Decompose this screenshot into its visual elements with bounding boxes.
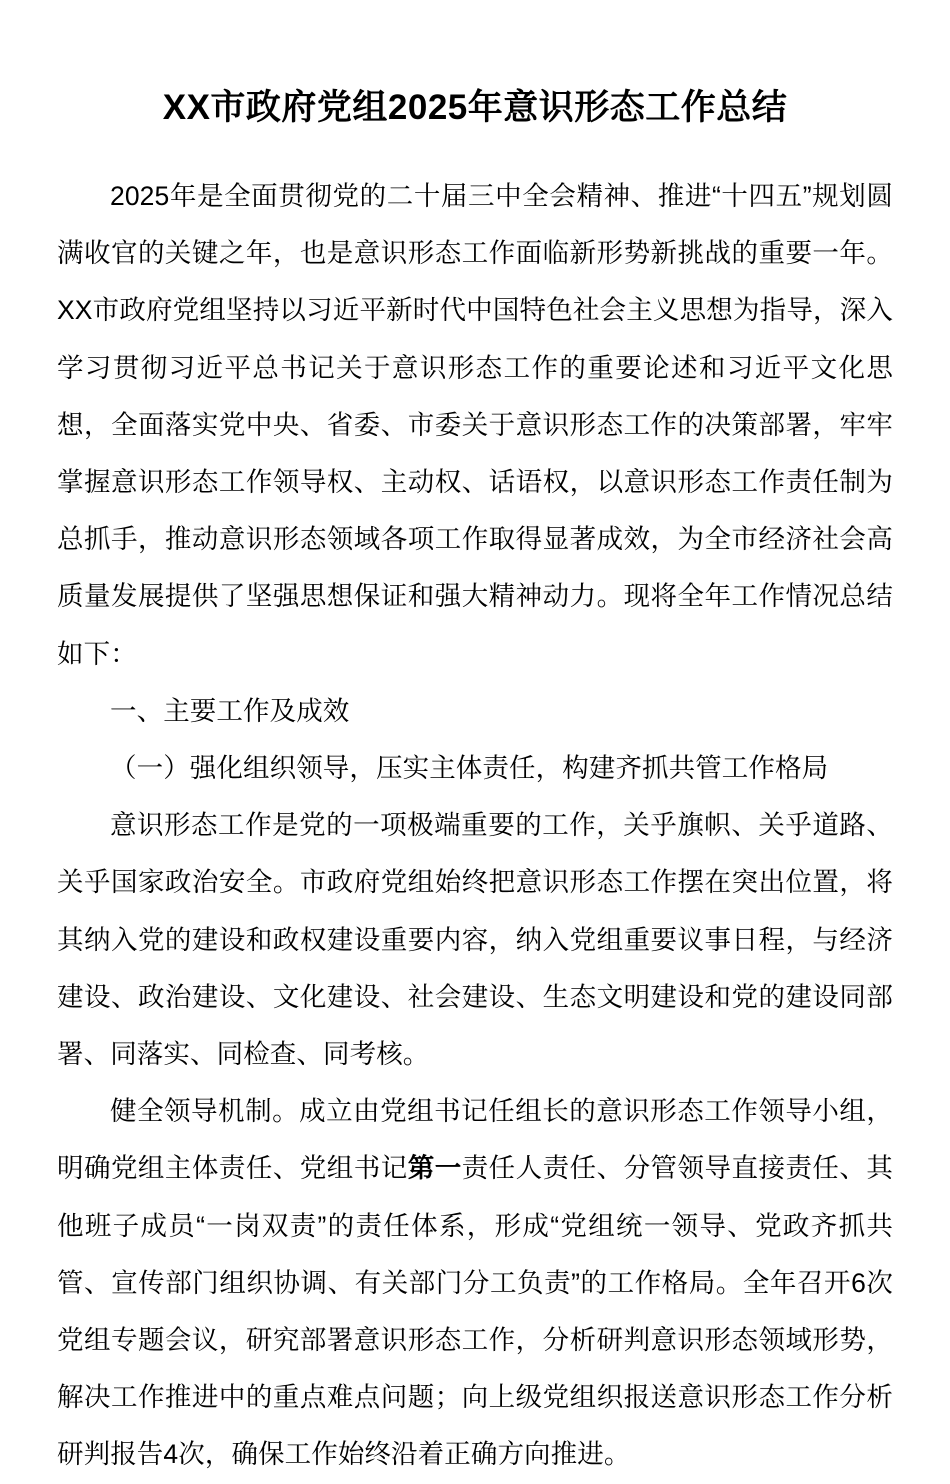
emphasized-text: 第一 — [407, 1153, 462, 1184]
subsection-heading-1-1: （一）强化组织领导，压实主体责任，构建齐抓共管工作格局 — [110, 753, 829, 784]
paragraph-intro: 2025年是全面贯彻党的二十届三中全会精神、推进“十四五”规划圆满收官的关键之年，也是意识形态工作面临新形势新挑战的重要一年。XX市政府党组坚持以习近平新时代中国特色社会主义思想为指导，深入学习贯彻习近平总书记关于意识形态工作的重要论述和习近平文化思想，全面落实党中央、省委、市委关于意识形态工作的决策部署，牢牢掌握意识形态工作领导权、主动权、话语权，以意识形态工作责任制为总抓手，推动意识形态领域各项工作取得显著成效，为全市经济社会高质量发展提供了坚强思想保证和强大精神动力。现将全年工作情况总结如下： — [57, 181, 893, 669]
run-text: 健全领导机制。成立由党组书记任组长的意识形态工作领导小组，明确党组主体责任、党组书记 — [57, 1096, 893, 1184]
run-text: 责任人责任、分管领导直接责任、其他班子成员“一岗双责”的责任体系，形成“党组统一领导、党政齐抓共管、宣传部门组织协调、有关部门分工负责”的工作格局。全年召开6次党组专题会议，研究部署意识形态工作，分析研判意识形态领域形势，解决工作推进中的重点难点问题；向上级党组织报送意识形态工作分析研判报告4次，确保工作始终沿着正确方向推进。 — [57, 1153, 893, 1470]
page-title: XX市政府党组2025年意识形态工作总结 — [162, 88, 788, 128]
paragraph-mechanism — [57, 1083, 893, 1483]
paragraph-importance: 意识形态工作是党的一项极端重要的工作，关乎旗帜、关乎道路、关乎国家政治安全。市政府党组始终把意识形态工作摆在突出位置，将其纳入党的建设和政权建设重要内容，纳入党组重要议事日程，与经济建设、政治建设、文化建设、社会建设、生态文明建设和党的建设同部署、同落实、同检查、同考核。 — [57, 810, 893, 1070]
document-body — [57, 168, 893, 1484]
section-heading-1: 一、主要工作及成效 — [110, 695, 350, 726]
